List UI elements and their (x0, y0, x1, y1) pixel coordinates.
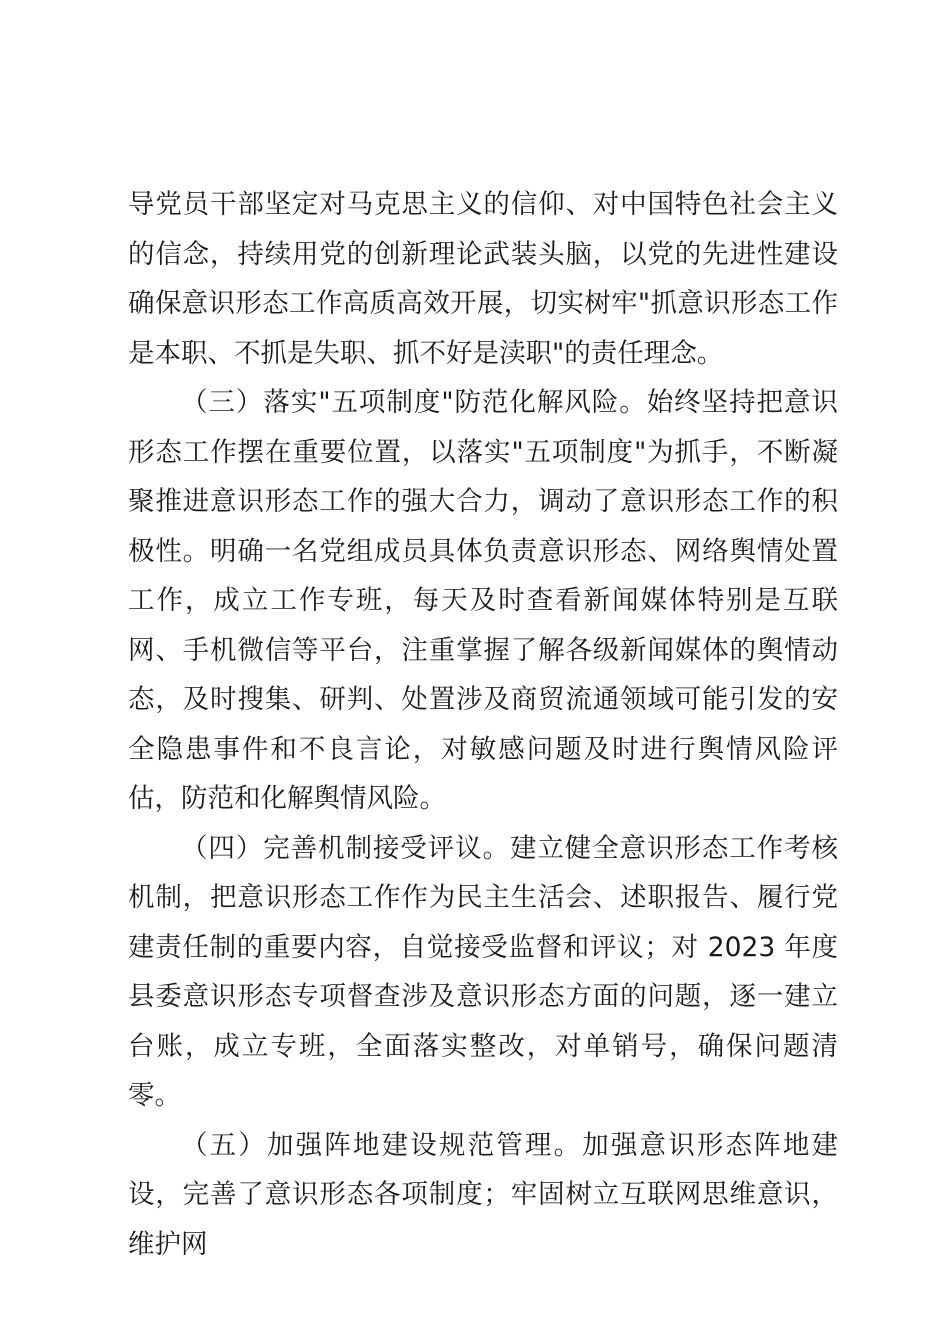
paragraph-section-four: （四）完善机制接受评议。建立健全意识形态工作考核机制，把意识形态工作作为民主生活会、述职报告、履行党建责任制的重要内容，自觉接受监督和评议；对 2023 年度县委意识形态专项督查涉及意识形态方面的问题，逐一建立台账，成立专班，全面落实整改，对单销号，确保问题清零。 (128, 832, 838, 1111)
document-body (128, 180, 838, 1269)
paragraph-continuation: 导党员干部坚定对马克思主义的信仰、对中国特色社会主义的信念，持续用党的创新理论武装头脑，以党的先进性建设确保意识形态工作高质高效开展，切实树牢"抓意识形态工作是本职、不抓是失职、抓不好是渎职"的责任理念。 (128, 189, 838, 369)
paragraph-section-three: （三）落实"五项制度"防范化解风险。始终坚持把意识形态工作摆在重要位置，以落实"五项制度"为抓手，不断凝聚推进意识形态工作的强大合力，调动了意识形态工作的积极性。明确一名党组成员具体负责意识形态、网络舆情处置工作，成立工作专班，每天及时查看新闻媒体特别是互联网、手机微信等平台，注重掌握了解各级新闻媒体的舆情动态，及时搜集、研判、处置涉及商贸流通领域可能引发的安全隐患事件和不良言论，对敏感问题及时进行舆情风险评估，防范和化解舆情风险。 (128, 387, 838, 814)
paragraph-section-five: （五）加强阵地建设规范管理。加强意识形态阵地建设，完善了意识形态各项制度；牢固树立互联网思维意识，维护网 (128, 1129, 838, 1260)
